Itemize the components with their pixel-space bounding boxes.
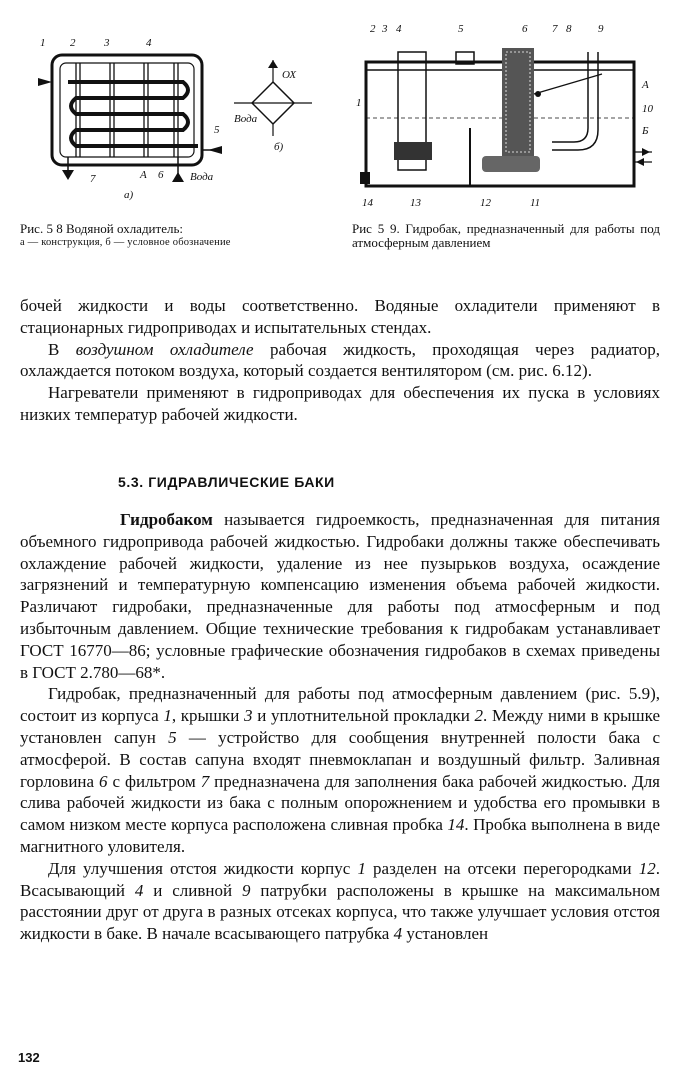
fig59-label-1: 1 xyxy=(356,97,362,109)
figure-5-8-caption xyxy=(20,222,338,248)
fig58-label-6: 6 xyxy=(158,169,164,181)
fig59-label-2: 2 xyxy=(370,23,376,35)
fig58-label-5: 5 xyxy=(214,124,220,136)
fig59-label-8: 8 xyxy=(566,23,572,35)
text-block-main xyxy=(20,509,660,945)
fig59-label-7: 7 xyxy=(552,23,558,35)
fig59-label-13: 13 xyxy=(410,197,421,209)
figure-water-cooler xyxy=(18,20,338,215)
fig59-label-B: Б xyxy=(642,125,649,137)
paragraph: Нагреватели применяют в гидроприводах для обеспечения их пуска в условиях низких температур рабочей жидкости. xyxy=(20,383,660,424)
fig59-label-10: 10 xyxy=(642,103,653,115)
page-number: 132 xyxy=(18,1050,40,1065)
fig59-label-3: 3 xyxy=(382,23,388,35)
paragraph: В воздушном охладителе рабочая жидкость, проходящая через радиатор, охлаждается потоком воздуха, который создается вентилятором (см. рис. 6.12). xyxy=(20,339,660,381)
water-cooler-diagram xyxy=(18,20,338,215)
fig59-label-11: 11 xyxy=(530,197,541,209)
paragraph: Для улучшения отстоя жидкости корпус 1 разделен на отсеки перегородками 12. Всасывающий 4 и сливной 9 патрубки расположены в крышке на максимальном расстоянии друг от друга в разных отсеках корпуса, что также улучшает условия отстоя жидкости в баке. В начале всасывающего патрубка 4 установлен xyxy=(20,858,660,944)
fig58-ox-label: ОХ xyxy=(282,69,297,81)
fig58-label-b: б) xyxy=(274,141,284,153)
section-heading: 5.3. ГИДРАВЛИЧЕСКИЕ БАКИ xyxy=(118,474,335,490)
fig58-label-1: 1 xyxy=(40,37,46,49)
fig59-label-A: А xyxy=(642,79,649,91)
caption-title: Рис. 5 8 Водяной охладитель: xyxy=(20,221,183,236)
fig58-water-label-b: Вода xyxy=(234,113,258,125)
fig59-label-5: 5 xyxy=(458,23,464,35)
fig58-water-label: Вода xyxy=(190,171,214,183)
fig58-label-A: А xyxy=(140,169,147,181)
fig58-label-a: а) xyxy=(124,189,134,201)
fig58-label-7: 7 xyxy=(90,173,96,185)
figure-hydraulic-tank xyxy=(352,18,662,216)
text-block-top xyxy=(20,295,660,426)
paragraph: Гидробаком называется гидроемкость, предназначенная для питания объемного гидропривода рабочей жидкостью. Гидробаки должны также обеспечивать охлаждение рабочей жидкости, удаление из нее пузырьков воздуха, осаждение загрязнений и температурную компенсацию изменения объема рабочей жидкости. Различают гидробаки, предназначенные для работы под атмосферным и под избыточным давлением. Общие технические требования к гидробакам устанавливает ГОСТ 16770—86; условные графические обозначения гидробаков в схемах приведены в ГОСТ 2.780—68*. xyxy=(20,510,660,682)
fig59-label-4: 4 xyxy=(396,23,402,35)
paragraph: бочей жидкости и воды соответственно. Водяные охладители применяют в стационарных гидроприводах и испытательных стендах. xyxy=(20,296,660,337)
fig59-label-14: 14 xyxy=(362,197,373,209)
fig58-label-3: 3 xyxy=(104,37,110,49)
fig59-label-12: 12 xyxy=(480,197,491,209)
caption-sub: а — конструкция, б — условное обозначение xyxy=(20,237,231,248)
fig59-label-9: 9 xyxy=(598,23,604,35)
figure-5-9-caption: Рис 5 9. Гидробак, предназначенный для работы под атмосферным давлением xyxy=(352,221,660,250)
paragraph: Гидробак, предназначенный для работы под атмосферным давлением (рис. 5.9), состоит из корпуса 1, крышки 3 и уплотнительной прокладки 2. Между ними в крышке установлен сапун 5 — устройство для сообщения внутренней полости бака с атмосферой. В состав сапуна входят пневмоклапан и воздушный фильтр. Заливная горловина 6 с фильтром 7 предназначена для заполнения бака рабочей жидкостью. Для слива рабочей жидкости из бака с полным опорожнением и удобства его промывки в самом низком месте корпуса расположена сливная пробка 14. Пробка выполнена в виде магнитного уловителя. xyxy=(20,684,661,856)
fig58-label-2: 2 xyxy=(70,37,76,49)
fig59-label-6: 6 xyxy=(522,23,528,35)
hydraulic-tank-diagram xyxy=(352,18,662,216)
fig58-label-4: 4 xyxy=(146,37,152,49)
